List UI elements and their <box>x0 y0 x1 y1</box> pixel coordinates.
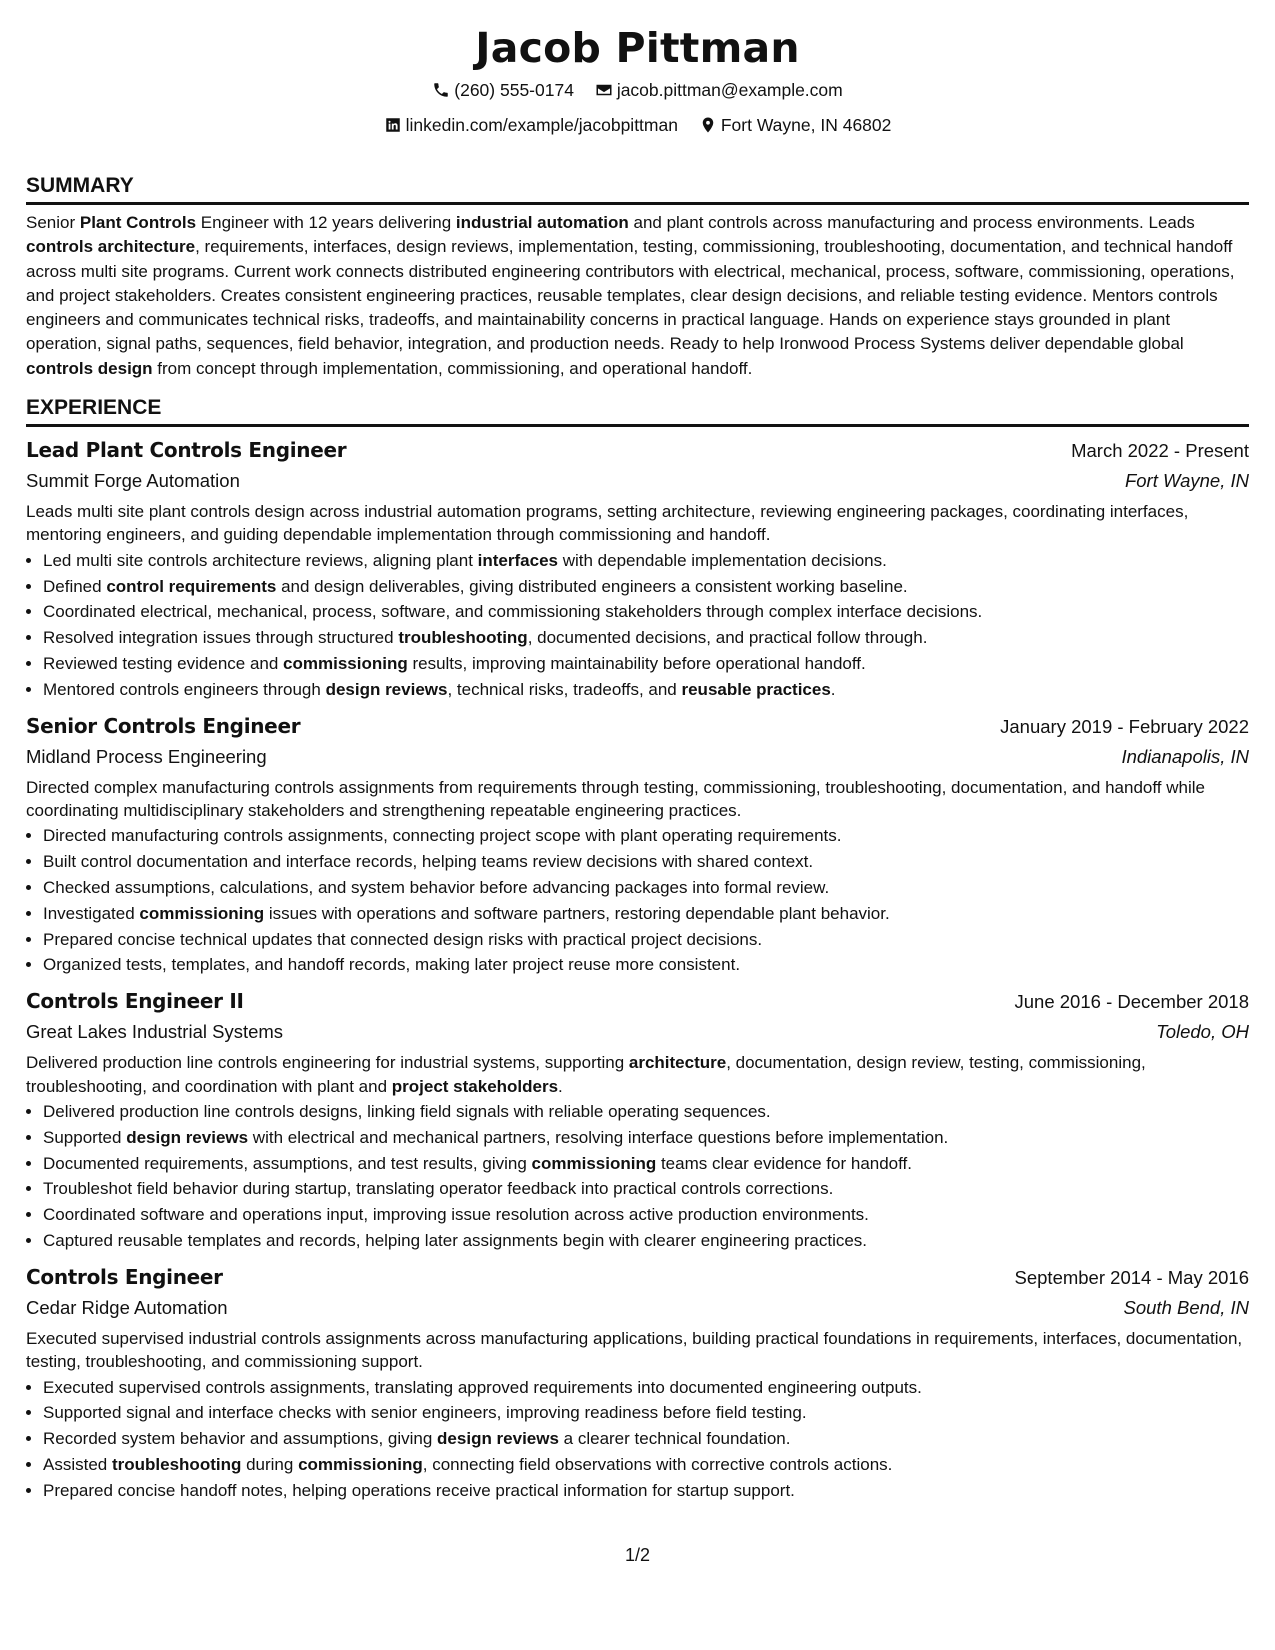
job-header-row <box>26 986 1249 1017</box>
page-number: 1/2 <box>624 1545 651 1565</box>
section-title-summary: SUMMARY <box>26 173 1249 205</box>
job-title: Controls Engineer <box>26 1264 223 1289</box>
job-company: Summit Forge Automation <box>26 470 240 492</box>
job-bullet <box>43 927 1249 953</box>
job-title: Controls Engineer II <box>26 989 244 1014</box>
job-summary-text: , documentation, design review, testing, commissioning, troubleshooting, and coordination with plant and <box>26 1053 1146 1096</box>
job-location: South Bend, IN <box>1123 1296 1249 1318</box>
linkedin-url[interactable]: linkedin.com/example/jacobpittman <box>405 115 678 135</box>
bullet-text: with dependable implementation decisions. <box>557 550 887 570</box>
summary-text: , requirements, interfaces, design reviews, implementation, testing, commissioning, troubleshooting, documentation, and technical handoff across multi site programs. Current work connects distributed engineering contributors with electrical, mechanical, process, software, commissioning, operations, and project stakeholders. Creates consistent engineering practices, reusable templates, clear design decisions, and reliable testing evidence. Mentors controls engineers and communicates technical risks, tradeoffs, and maintainability concerns in practical language. Hands on experience stays grounded in plant operation, signal paths, sequences, field behavior, integration, and production needs. Ready to help Ironwood Process Systems deliver dependable global <box>26 237 1235 354</box>
job-dates: March 2022 - Present <box>1071 440 1249 462</box>
job-bullet <box>43 1176 1249 1202</box>
bullet-text: Directed manufacturing controls assignments, connecting project scope with plant operating requirements. <box>43 826 842 846</box>
summary-text: Senior <box>26 213 80 232</box>
bullet-text: Documented requirements, assumptions, and test results, giving <box>43 1153 532 1173</box>
bullet-text: Prepared concise technical updates that connected design risks with practical project decisions. <box>43 929 763 949</box>
job-bullet <box>43 849 1249 875</box>
bullet-text: Reviewed testing evidence and <box>43 654 284 674</box>
job-bullet <box>43 1151 1249 1177</box>
bullet-text: Recorded system behavior and assumptions, giving <box>43 1429 438 1449</box>
job-summary <box>26 776 1249 823</box>
bullet-text: Assisted <box>43 1455 112 1475</box>
job-bullets <box>26 548 1249 703</box>
experience-section <box>26 395 1249 1504</box>
job-summary-text: Directed complex manufacturing controls assignments from requirements through testing, commissioning, troubleshooting, documentation, and handoff while coordinating multidisciplinary stakeholders and strengthening repeatable engineering practices. <box>26 777 1205 821</box>
bullet-text: Coordinated software and operations input, improving issue resolution across active production environments. <box>43 1205 869 1225</box>
bullet-bold: troubleshooting <box>398 628 528 648</box>
summary-text: from concept through implementation, commissioning, and operational handoff. <box>152 358 753 378</box>
map-pin-icon <box>699 116 717 134</box>
job-company: Great Lakes Industrial Systems <box>26 1021 284 1043</box>
bullet-text: Led multi site controls architecture reviews, aligning plant <box>43 550 478 570</box>
job-bullets <box>26 1375 1249 1504</box>
bullet-text: Built control documentation and interface records, helping teams review decisions with shared context. <box>43 852 814 872</box>
job-summary <box>26 500 1249 547</box>
bullet-text: with electrical and mechanical partners, resolving interface questions before implementation. <box>248 1127 949 1147</box>
bullet-text: , technical risks, tradeoffs, and <box>447 679 682 699</box>
job-summary-bold: project stakeholders <box>391 1076 559 1096</box>
job-header-row <box>26 711 1249 742</box>
job-list <box>26 435 1249 1504</box>
job-dates: June 2016 - December 2018 <box>1014 991 1249 1013</box>
contact-row-1 <box>0 78 1275 105</box>
candidate-name: Jacob Pittman <box>475 24 800 72</box>
job-bullet <box>43 901 1249 927</box>
bullet-text: and design deliverables, giving distributed engineers a consistent working baseline. <box>276 576 908 596</box>
bullet-bold: commissioning <box>283 654 408 674</box>
bullet-text: Supported <box>43 1127 127 1147</box>
phone-icon <box>432 81 450 99</box>
job-bullet <box>43 1099 1249 1125</box>
bullet-bold: interfaces <box>477 550 558 570</box>
bullet-bold: design reviews <box>325 679 448 699</box>
envelope-icon <box>595 81 613 99</box>
bullet-text: Checked assumptions, calculations, and system behavior before advancing packages into formal review. <box>43 878 830 898</box>
job-summary-text: Delivered production line controls engineering for industrial systems, supporting <box>26 1053 629 1073</box>
job-company-row <box>26 742 1249 772</box>
job-entry <box>26 986 1249 1254</box>
bullet-bold: design reviews <box>437 1429 559 1449</box>
job-header-row <box>26 1262 1249 1293</box>
job-bullet <box>43 1125 1249 1151</box>
linkedin-icon <box>384 116 402 134</box>
summary-bold: controls design <box>26 358 153 378</box>
bullet-text: Supported signal and interface checks with senior engineers, improving readiness before field testing. <box>43 1403 807 1423</box>
job-company-row <box>26 1293 1249 1323</box>
job-summary <box>26 1327 1249 1374</box>
bullet-bold: commissioning <box>531 1153 657 1173</box>
summary-section <box>26 173 1249 381</box>
job-bullet <box>43 1228 1249 1254</box>
contact-phone <box>432 78 574 102</box>
contact-linkedin[interactable] <box>384 113 678 137</box>
summary-bold: industrial automation <box>455 213 629 232</box>
job-company: Midland Process Engineering <box>26 745 267 767</box>
bullet-text: , documented decisions, and practical follow through. <box>527 628 928 648</box>
summary-paragraph <box>26 211 1249 381</box>
job-location: Indianapolis, IN <box>1121 745 1249 767</box>
bullet-text: during <box>241 1455 299 1475</box>
job-bullet <box>43 823 1249 849</box>
job-bullets <box>26 823 1249 978</box>
job-company-row <box>26 1017 1249 1047</box>
job-bullets <box>26 1099 1249 1254</box>
bullet-bold: commissioning <box>298 1455 423 1475</box>
job-bullet <box>43 599 1249 625</box>
job-title: Lead Plant Controls Engineer <box>26 438 347 463</box>
job-title: Senior Controls Engineer <box>26 713 301 738</box>
job-entry <box>26 711 1249 979</box>
phone-number: (260) 555-0174 <box>454 80 574 100</box>
job-bullet <box>43 952 1249 978</box>
bullet-bold: design reviews <box>126 1127 249 1147</box>
bullet-text: results, improving maintainability before operational handoff. <box>407 654 866 674</box>
bullet-text: Executed supervised controls assignments, translating approved requirements into documented engineering outputs. <box>43 1377 922 1397</box>
email-address[interactable]: jacob.pittman@example.com <box>616 80 843 100</box>
bullet-bold: control requirements <box>106 576 277 596</box>
job-bullet <box>43 574 1249 600</box>
summary-text: Engineer with 12 years delivering <box>196 213 456 232</box>
job-summary-text: . <box>558 1076 563 1096</box>
bullet-bold: commissioning <box>139 903 265 923</box>
bullet-bold: troubleshooting <box>111 1455 242 1475</box>
contact-email[interactable] <box>595 78 843 102</box>
job-bullet <box>43 1202 1249 1228</box>
job-summary-text: Leads multi site plant controls design across industrial automation programs, setting architecture, reviewing engineering packages, coordinating interfaces, mentoring engineers, and guiding dependable implementation through commissioning and handoff. <box>26 502 1189 545</box>
job-entry <box>26 1262 1249 1504</box>
job-location: Toledo, OH <box>1156 1021 1249 1043</box>
summary-text: and plant controls across manufacturing and process environments. Leads <box>628 213 1195 232</box>
job-bullet <box>43 548 1249 574</box>
job-company: Cedar Ridge Automation <box>26 1296 228 1318</box>
job-summary <box>26 1051 1249 1098</box>
job-bullet <box>43 875 1249 901</box>
job-bullet <box>43 625 1249 651</box>
summary-bold: controls architecture <box>26 237 196 257</box>
job-bullet <box>43 677 1249 703</box>
location-text: Fort Wayne, IN 46802 <box>720 115 892 135</box>
bullet-text: . <box>830 679 836 699</box>
job-summary-text: Executed supervised industrial controls assignments across manufacturing applications, building practical foundations in requirements, interfaces, documentation, testing, troubleshooting, and commissioning support. <box>26 1328 1243 1372</box>
job-bullet <box>43 1375 1249 1401</box>
bullet-text: Captured reusable templates and records, helping later assignments begin with clearer engineering practices. <box>43 1231 868 1251</box>
job-location: Fort Wayne, IN <box>1124 470 1249 492</box>
job-entry <box>26 435 1249 703</box>
bullet-text: issues with operations and software partners, restoring dependable plant behavior. <box>264 903 890 923</box>
bullet-text: , connecting field observations with corrective controls actions. <box>422 1455 893 1475</box>
job-dates: September 2014 - May 2016 <box>1014 1266 1249 1288</box>
job-company-row <box>26 466 1249 496</box>
bullet-text: teams clear evidence for handoff. <box>656 1153 912 1173</box>
contact-location <box>699 113 892 137</box>
bullet-text: a clearer technical foundation. <box>558 1429 791 1449</box>
bullet-text: Coordinated electrical, mechanical, process, software, and commissioning stakeholders through complex interface decisions. <box>43 602 983 622</box>
bullet-text: Defined <box>43 576 107 596</box>
bullet-text: Delivered production line controls designs, linking field signals with reliable operating sequences. <box>43 1102 771 1122</box>
bullet-text: Troubleshot field behavior during startup, translating operator feedback into practical controls corrections. <box>43 1179 834 1199</box>
job-header-row <box>26 435 1249 466</box>
bullet-text: Mentored controls engineers through <box>43 679 326 699</box>
job-bullet <box>43 1452 1249 1478</box>
bullet-text: Investigated <box>43 903 140 923</box>
job-dates: January 2019 - February 2022 <box>1000 715 1249 737</box>
summary-bold: Plant Controls <box>79 213 197 232</box>
bullet-text: Organized tests, templates, and handoff records, making later project reuse more consistent. <box>43 955 741 975</box>
bullet-text: Resolved integration issues through structured <box>43 628 399 648</box>
bullet-text: Prepared concise handoff notes, helping operations receive practical information for startup support. <box>43 1480 795 1500</box>
job-bullet <box>43 1426 1249 1452</box>
section-title-experience: EXPERIENCE <box>26 395 1249 427</box>
job-bullet <box>43 651 1249 677</box>
bullet-bold: reusable practices <box>681 679 831 699</box>
job-bullet <box>43 1400 1249 1426</box>
contact-row-2 <box>0 113 1275 140</box>
resume-header <box>0 0 1275 140</box>
job-summary-bold: architecture <box>628 1053 727 1073</box>
job-bullet <box>43 1478 1249 1504</box>
